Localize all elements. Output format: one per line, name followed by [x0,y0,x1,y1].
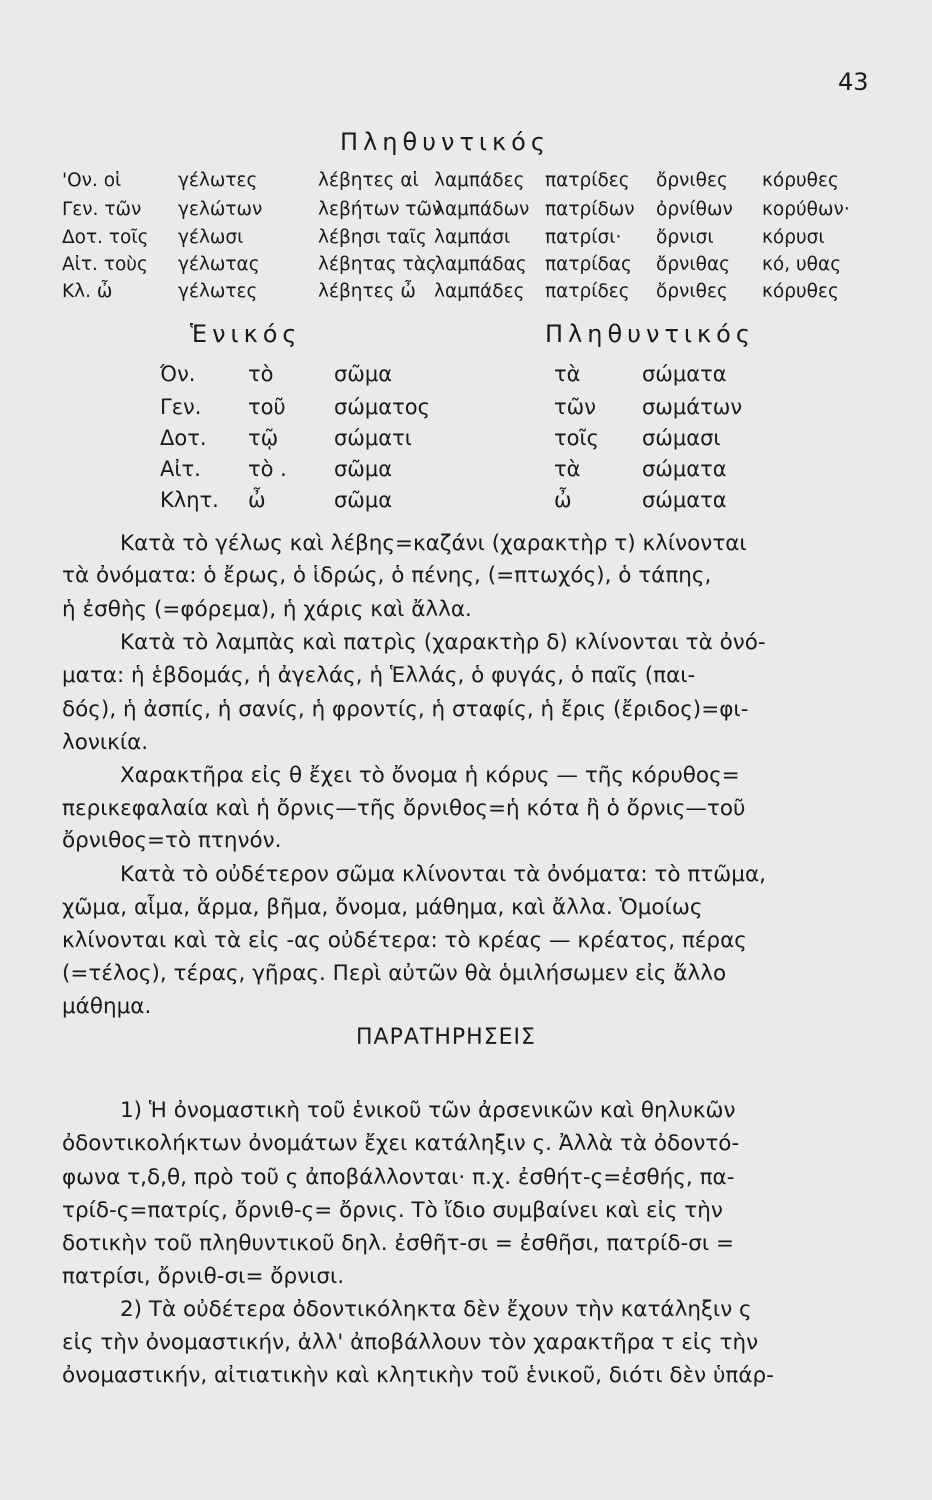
plural-title-2: Πληθυντικός [545,320,755,348]
text-line: ὀνομαστικήν, αἰτιατικὴν καὶ κλητικὴν τοῦ ἑνικοῦ, διότι δὲν ὑπάρ- [62,1363,774,1388]
text-line: ματα: ἡ ἑβδομάς, ἡ ἀγελάς, ἡ Ἑλλάς, ὁ φυγάς, ὁ παῖς (παι- [62,663,696,688]
text-line: χῶμα, αἷμα, ἅρμα, βῆμα, ὄνομα, μάθημα, καὶ ἄλλα. Ὁμοίως [62,895,703,920]
text-line: ὄρνιθος=τὸ πτηνόν. [62,828,282,853]
text-line: ὀδοντικολήκτων ὀνομάτων ἔχει κατάληξιν ς. Ἀλλὰ τὰ ὀδοντό- [62,1131,740,1156]
text-line: περικεφαλαία καὶ ἡ ὄρνις—τῆς ὄρνιθος=ἡ κότα ἢ ὁ ὄρνις—τοῦ [62,796,746,821]
text-line: εἰς τὴν ὀνομαστικήν, ἀλλ' ἀποβάλλουν τὸν χαρακτῆρα τ εἰς τὴν [62,1330,759,1355]
table-row: Κλ. ὦ γέλωτες λέβητες ὦ λαμπάδες πατρίδες ὄρνιθες κόρυθες [62,281,839,302]
text-line: δοτικὴν τοῦ πληθυντικοῦ δηλ. ἐσθῆτ-σι = ἐσθῆσι, πατρίδ-σι = [62,1231,734,1256]
text-line: 1) Ἡ ὀνομαστικὴ τοῦ ἑνικοῦ τῶν ἀρσενικῶν καὶ θηλυκῶν [120,1098,736,1123]
text-line: πατρίσι, ὄρνιθ-σι= ὄρνισι. [62,1264,345,1289]
table-row: Όν. τὸ σῶμα τὰ σώματα [160,362,727,386]
text-line: μάθημα. [62,994,152,1019]
plural-title: Πληθυντικός [340,128,550,156]
table-row: Γεν. τοῦ σώματος τῶν σωμάτων [160,395,743,419]
text-line: Κατὰ τὸ λαμπὰς καὶ πατρὶς (χαρακτὴρ δ) κλίνονται τὰ ὀνό- [120,630,766,655]
text-line: 2) Τὰ οὐδέτερα ὀδοντικόληκτα δὲν ἔχουν τὴν κατάληξιν ς [120,1297,752,1322]
text-line: ἡ ἐσθὴς (=φόρεμα), ἡ χάρις καὶ ἄλλα. [62,597,472,622]
section-heading: ΠΑΡΑΤΗΡΗΣΕΙΣ [356,1025,536,1050]
text-line: φωνα τ,δ,θ, πρὸ τοῦ ς ἀποβάλλονται· π.χ. ἐσθήτ-ς=ἐσθής, πα- [62,1165,735,1190]
text-line: λονικία. [62,730,149,755]
text-line: (=τέλος), τέρας, γῆρας. Περὶ αὐτῶν θὰ ὁμιλήσωμεν εἰς ἄλλο [62,961,727,986]
text-line: Κατὰ τὸ οὐδέτερον σῶμα κλίνονται τὰ ὀνόματα: τὸ πτῶμα, [120,862,766,887]
page-number: 43 [838,68,869,96]
text-line: τὰ ὀνόματα: ὁ ἔρως, ὁ ἱδρώς, ὁ πένης, (=πτωχός), ὁ τάπης, [62,563,712,588]
table-row: Γεν. τῶν γελώτων λεβήτων τῶν λαμπάδων πατρίδων ὀρνίθων κορύθων· [62,199,850,220]
text-line: Χαρακτῆρα εἰς θ ἔχει τὸ ὄνομα ἡ κόρυς — τῆς κόρυθος= [120,763,740,788]
table-row: Κλητ. ὦ σῶμα ὦ σώματα [160,488,727,512]
table-row: Δοτ. τῷ σώματι τοῖς σώμασι [160,426,721,450]
text-line: δός), ἡ ἀσπίς, ἡ σανίς, ἡ φροντίς, ἡ σταφίς, ἡ ἔρις (ἔριδος)=φι- [62,697,749,722]
text-line: τρίδ-ς=πατρίς, ὄρνιθ-ς= ὄρνις. Τὸ ἴδιο συμβαίνει καὶ εἰς τὴν [62,1198,723,1223]
table-row: Αἰτ. τοὺς γέλωτας λέβητας τὰς λαμπάδας πατρίδας ὄρνιθας κό, υθας [62,254,842,275]
table-row: Δοτ. τοῖς γέλωσι λέβησι ταῖς λαμπάσι πατρίσι· ὄρνισι κόρυσι [62,227,825,248]
table-row: 'Ον. οἱ γέλωτες λέβητες αἱ λαμπάδες πατρίδες ὄρνιθες κόρυθες [62,170,839,191]
singular-title: Ἑνικός [190,320,302,348]
text-line: κλίνονται καὶ τὰ εἰς -ας οὐδέτερα: τὸ κρέας — κρέατος, πέρας [62,928,747,953]
text-line: Κατὰ τὸ γέλως καὶ λέβης=καζάνι (χαρακτὴρ τ) κλίνονται [120,531,747,556]
table-row: Αἰτ. τὸ . σῶμα τὰ σώματα [160,457,727,481]
